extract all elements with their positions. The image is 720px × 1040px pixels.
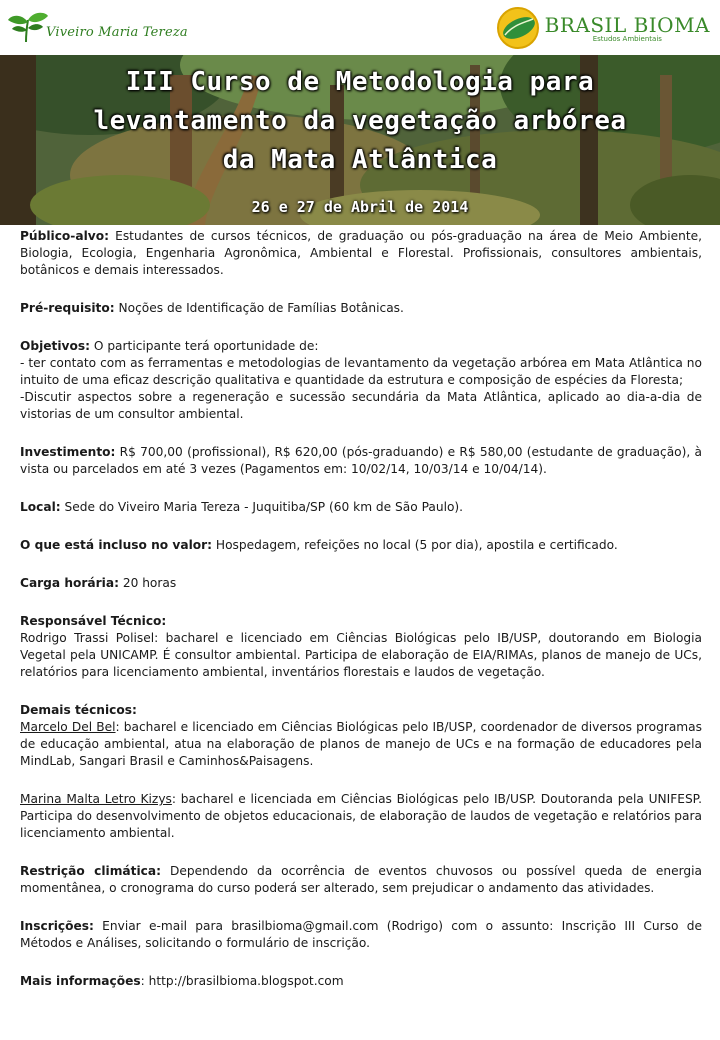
section-inscricoes [20, 918, 702, 952]
restricao-text: Dependendo da ocorrência de eventos chuvosos ou possível queda de energia momentânea, o cronograma do curso poderá ser alterado, sem prejudicar o andamento das atividades. [20, 864, 703, 895]
person1-name: Marcelo Del Bel [20, 720, 116, 734]
section-incluso [20, 537, 702, 554]
prerequisito-text: Noções de Identificação de Famílias Botânicas. [114, 301, 404, 315]
section-restricao-climatica [20, 863, 702, 897]
viveiro-logo-text: Viveiro Maria Tereza [46, 24, 188, 40]
forest-banner [0, 55, 720, 225]
publico-text: Estudantes de cursos técnicos, de graduação ou pós-graduação na área de Meio Ambiente, Biologia, Ecologia, Engenharia Agronômica, Ambiental e Florestal. Profissionais, consultores ambientais, botânicos e demais interessados. [20, 229, 702, 277]
course-title [0, 63, 720, 180]
course-title-line2: levantamento da vegetação arbórea [93, 106, 627, 136]
course-details [20, 228, 702, 1011]
section-demais-tecnicos [20, 702, 702, 770]
section-objetivos [20, 338, 702, 423]
brasil-bioma-wordmark [545, 13, 710, 43]
responsavel-text: Rodrigo Trassi Polisel: bacharel e licenciado em Ciências Biológicas pelo IB/USP, doutorando em Biologia Vegetal pela UNICAMP. É consultor ambiental. Participa de elaboração de EIA/RIMAs, planos de manejo de UCs, relatórios para licenciamento ambiental, inventários florestais e laudos de vegetação. [20, 631, 702, 679]
incluso-text: Hospedagem, refeições no local (5 por dia), apostila e certificado. [212, 538, 618, 552]
publico-label: Público-alvo: [20, 229, 109, 243]
objetivos-label: Objetivos: [20, 339, 90, 353]
local-label: Local: [20, 500, 61, 514]
mais-label: Mais informações [20, 974, 141, 988]
course-title-line3: da Mata Atlântica [222, 145, 498, 175]
objetivos-item-2: -Discutir aspectos sobre a regeneração e sucessão secundária da Mata Atlântica, aplicado ao dia-a-dia de vistorias de um consultor ambiental. [20, 390, 702, 421]
responsavel-label: Responsável Técnico: [20, 614, 167, 628]
course-date: 26 e 27 de Abril de 2014 [251, 198, 469, 216]
section-investimento [20, 444, 702, 478]
globe-leaf-icon [495, 5, 541, 51]
objetivos-item-1: - ter contato com as ferramentas e metodologias de levantamento da vegetação arbórea em Mata Atlântica no intuito de uma eficaz descrição qualitativa e quantidade da estrutura e composição de espécies da Floresta; [20, 356, 702, 387]
section-mais-informacoes [20, 973, 702, 990]
inscricoes-text: Enviar e-mail para brasilbioma@gmail.com (Rodrigo) com o assunto: Inscrição III Curso de Métodos e Análises, solicitando o formulário de inscrição. [20, 919, 702, 950]
brasil-bioma-subtitle: Estudos Ambientais [592, 35, 662, 43]
incluso-label: O que está incluso no valor: [20, 538, 213, 552]
course-title-line1: III Curso de Metodologia para [125, 67, 595, 97]
investimento-label: Investimento: [20, 445, 116, 459]
demais-label: Demais técnicos: [20, 703, 137, 717]
brasil-bioma-name: BRASIL BIOMA [544, 13, 710, 37]
section-responsavel-tecnico [20, 613, 702, 681]
prerequisito-label: Pré-requisito: [20, 301, 115, 315]
person1-text: : bacharel e licenciado em Ciências Biológicas pelo IB/USP, coordenador de diversos programas de educação ambiental, atua na elaboração de planos de manejo de UCs e na formação de educadores pela MindLab, Sangari Brasil e Caminhos&Paisagens. [20, 720, 702, 768]
carga-label: Carga horária: [20, 576, 119, 590]
person2-text: : bacharel e licenciada em Ciências Biológicas pelo IB/USP. Doutoranda pela UNIFESP. Participa do desenvolvimento de objetos educacionais, de elaboração de laudos de vegetação e relatórios para licenciamento ambiental. [20, 792, 702, 840]
local-text: Sede do Viveiro Maria Tereza - Juquitiba/SP (60 km de São Paulo). [60, 500, 464, 514]
leaf-sprout-icon [4, 8, 52, 44]
section-demais-tecnicos-2 [20, 791, 702, 842]
section-pre-requisito [20, 300, 702, 317]
carga-text: 20 horas [118, 576, 177, 590]
inscricoes-label: Inscrições: [20, 919, 94, 933]
brasil-bioma-logo [495, 3, 710, 53]
restricao-label: Restrição climática: [20, 864, 161, 878]
page-header [0, 0, 720, 55]
section-local [20, 499, 702, 516]
viveiro-logo [4, 6, 188, 46]
investimento-text: R$ 700,00 (profissional), R$ 620,00 (pós-graduando) e R$ 580,00 (estudante de graduação), à vista ou parcelados em até 3 vezes (Pagamentos em: 10/02/14, 10/03/14 e 10/04/14). [20, 445, 702, 476]
section-publico-alvo [20, 228, 702, 279]
section-carga-horaria [20, 575, 702, 592]
mais-text: : http://brasilbioma.blogspot.com [140, 974, 344, 988]
person2-name: Marina Malta Letro Kizys [20, 792, 172, 806]
objetivos-text: O participante terá oportunidade de: [89, 339, 319, 353]
